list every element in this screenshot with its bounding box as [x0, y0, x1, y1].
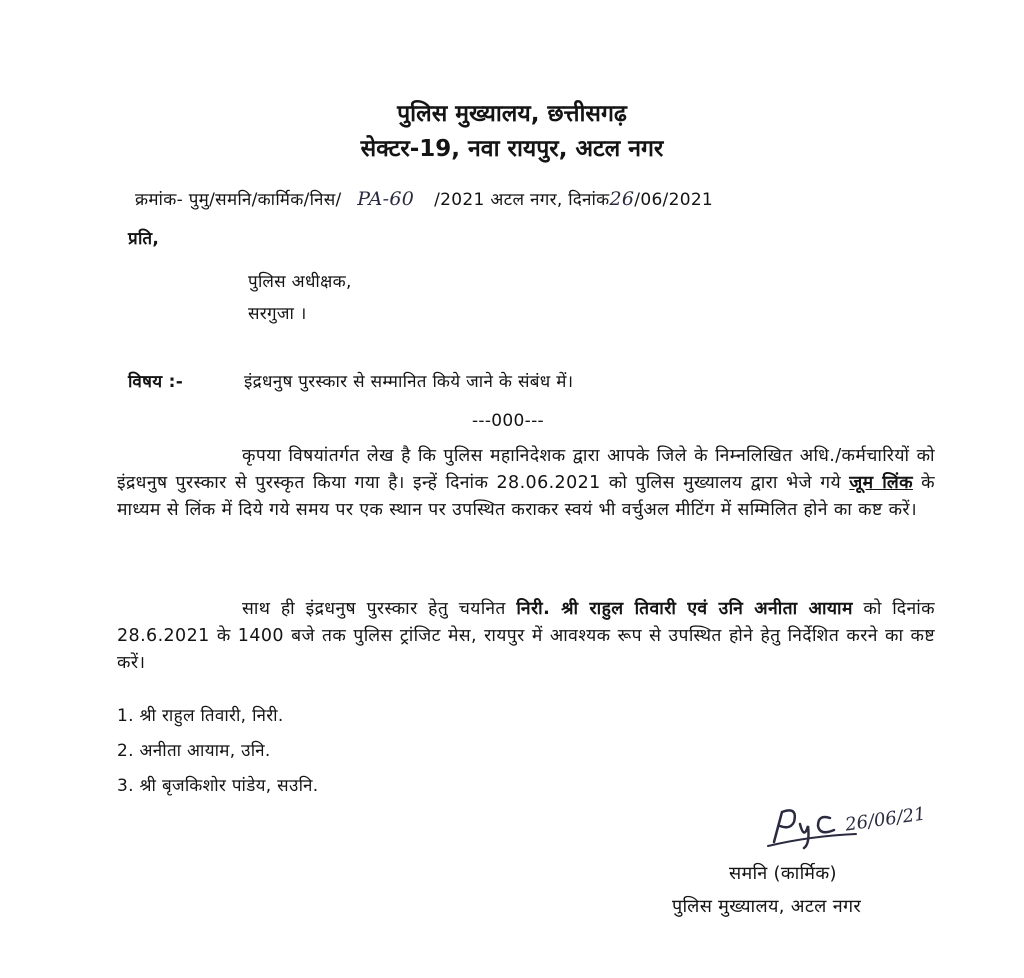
- handwritten-signature-date: 26/06/21: [843, 803, 927, 836]
- subject-label: विषय :-: [128, 372, 184, 392]
- reference-date: /06/2021: [634, 190, 714, 210]
- recipient-line-2: सरगुजा ।: [248, 304, 307, 324]
- selected-names: निरी. श्री राहुल तिवारी एवं उनि अनीता आयाम: [516, 599, 853, 619]
- handwritten-day: 26: [609, 188, 635, 210]
- reference-prefix: क्रमांक- पुमु/समनि/कार्मिक/निस/: [135, 190, 342, 210]
- reference-suffix: /2021 अटल नगर, दिनांक: [434, 190, 610, 210]
- recipient-line-1: पुलिस अधीक्षक,: [248, 272, 352, 292]
- paragraph-1: [117, 443, 935, 524]
- list-item: 3. श्री बृजकिशोर पांडेय, सउनि.: [117, 776, 319, 796]
- paragraph-1-part-b: के माध्यम से लिंक में दिये गये समय पर एक स्थान पर उपस्थित कराकर स्वयं भी वर्चुअल मीटिंग में सम्मिलित होने का कष्ट करें।: [117, 473, 935, 520]
- separator: ---000---: [472, 411, 544, 431]
- paragraph-1-part-a: कृपया विषयांतर्गत लेख है कि पुलिस महानिदेशक द्वारा आपके जिले के निम्नलिखित अधि./कर्मचारियों को इंद्रधनुष पुरस्कार से पुरस्कृत किया गया है। इन्हें दिनांक 28.06.2021 को पुलिस मुख्यालय द्वारा भेजे गये: [117, 446, 935, 493]
- zoom-link-text: जूम लिंक: [849, 473, 913, 493]
- paragraph-2-part-b: को दिनांक 28.6.2021 के 1400 बजे तक पुलिस ट्रांजिट मेस, रायपुर में आवश्यक रूप से उपस्थित होने हेतु निर्देशित करने का कष्ट करें।: [117, 599, 935, 673]
- paragraph-2-part-a: साथ ही इंद्रधनुष पुरस्कार हेतु चयनित: [242, 599, 517, 619]
- subject-text: इंद्रधनुष पुरस्कार से सम्मानित किये जाने के संबंध में।: [244, 372, 574, 392]
- handwritten-reference-number: PA-60: [357, 188, 415, 210]
- list-item: 2. अनीता आयाम, उनि.: [117, 741, 271, 761]
- signatory-office: पुलिस मुख्यालय, अटल नगर: [672, 896, 862, 917]
- list-item: 1. श्री राहुल तिवारी, निरी.: [117, 706, 284, 726]
- paragraph-2: [117, 596, 935, 677]
- reference-line: [135, 187, 713, 210]
- header-org: पुलिस मुख्यालय, छत्तीसगढ़: [397, 101, 627, 127]
- prati-label: प्रति,: [128, 229, 160, 249]
- signatory-title: समनि (कार्मिक): [729, 863, 837, 884]
- header-address: सेक्टर-19, नवा रायपुर, अटल नगर: [360, 136, 664, 162]
